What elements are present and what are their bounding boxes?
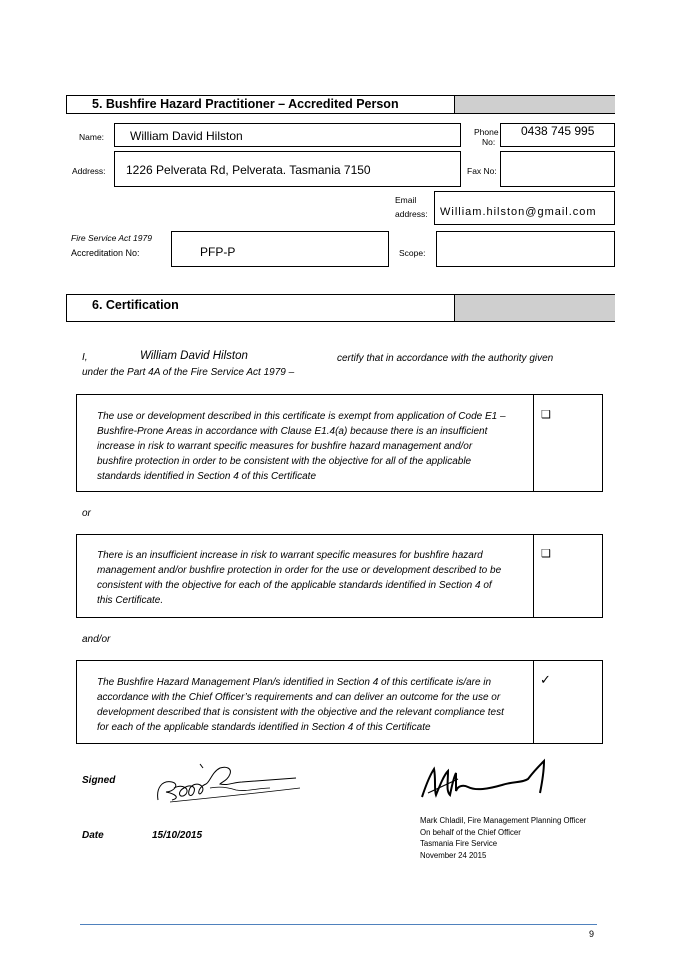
option2-checkbox[interactable]: ❑ [541,548,551,560]
date-label: Date [82,830,104,841]
option1-line: Bushfire-Prone Areas in accordance with Clause E1.4(a) because there is an insufficient [97,426,488,437]
fax-label: Fax No: [467,166,497,176]
option3-line: accordance with the Chief Officer’s requirements and can deliver an outcome for the use or [97,692,501,703]
section5-title: 5. Bushfire Hazard Practitioner – Accredited Person [92,97,399,111]
option1-line: The use or development described in this certificate is exempt from application of Code E1 – [97,411,506,422]
address-label: Address: [72,166,106,176]
section5-header-grey [454,96,615,113]
option1-text [97,409,506,484]
option1-checkbox[interactable]: ❑ [541,409,551,421]
intro-certify: certify that in accordance with the authority given [337,353,554,364]
option3-text [97,675,504,735]
or-label: or [82,508,91,519]
phone-label-2: No: [482,137,496,147]
option1-line: increase in risk to warrant specific measures for bushfire hazard management and/or [97,441,473,452]
footer-rule [80,924,597,925]
scope-label: Scope: [399,248,426,258]
option1-divider [533,395,534,491]
email-label-2: address: [395,209,428,219]
option2-line: this Certificate. [97,595,164,606]
authority-line: November 24 2015 [420,850,487,860]
option2-line: management and/or bushfire protection in order for the use or development described to be [97,565,502,576]
date-value: 15/10/2015 [152,830,203,841]
chief-officer-signature [418,755,553,803]
option2-line: There is an insufficient increase in risk to warrant specific measures for bushfire hazard [97,550,483,561]
authority-line: On behalf of the Chief Officer [420,827,521,837]
fire-service-act-label: Fire Service Act 1979 [71,233,152,243]
signed-label: Signed [82,775,116,786]
section6-header-grey [454,295,615,321]
page-number: 9 [589,929,595,939]
option2-text [97,548,501,608]
name-value: William David Hilston [130,129,243,143]
option3-line: development described that is consistent with the objective and the relevant compliance test [97,707,504,718]
accreditation-value: PFP-P [200,245,236,259]
option3-checkmark[interactable]: ✓ [540,672,551,687]
phone-label-1: Phone [474,127,499,137]
email-label-1: Email [395,195,417,205]
practitioner-signature [150,758,310,808]
scope-field [436,231,615,267]
name-label: Name: [79,132,105,142]
option1-line: bushfire protection in order to be consistent with the objective for all of the applicable [97,456,472,467]
authority-block [420,815,586,861]
intro-line2: under the Part 4A of the Fire Service Act 1979 – [82,367,295,378]
option2-line: consistent with the objective for each of the applicable standards identified in Section 4 of [97,580,492,591]
section6-title: 6. Certification [92,298,179,312]
authority-line: Mark Chladil, Fire Management Planning Officer [420,816,587,825]
intro-i: I, [82,352,88,363]
andor-label: and/or [82,634,111,645]
option3-line: for each of the applicable standards identified in Section 4 of this Certificate [97,722,431,733]
authority-line: Tasmania Fire Service [420,839,498,848]
accreditation-label: Accreditation No: [71,248,140,258]
option3-line: The Bushfire Hazard Management Plan/s identified in Section 4 of this certificate is/are in [97,677,492,688]
email-value: William.hilston@gmail.com [440,206,597,218]
address-value: 1226 Pelverata Rd, Pelverata. Tasmania 7150 [126,163,371,177]
option3-divider [533,661,534,743]
phone-value: 0438 745 995 [521,124,595,138]
option2-divider [533,535,534,617]
option1-line: standards identified in Section 4 of this Certificate [97,471,317,482]
intro-name: William David Hilston [140,350,248,362]
fax-field [500,151,615,187]
